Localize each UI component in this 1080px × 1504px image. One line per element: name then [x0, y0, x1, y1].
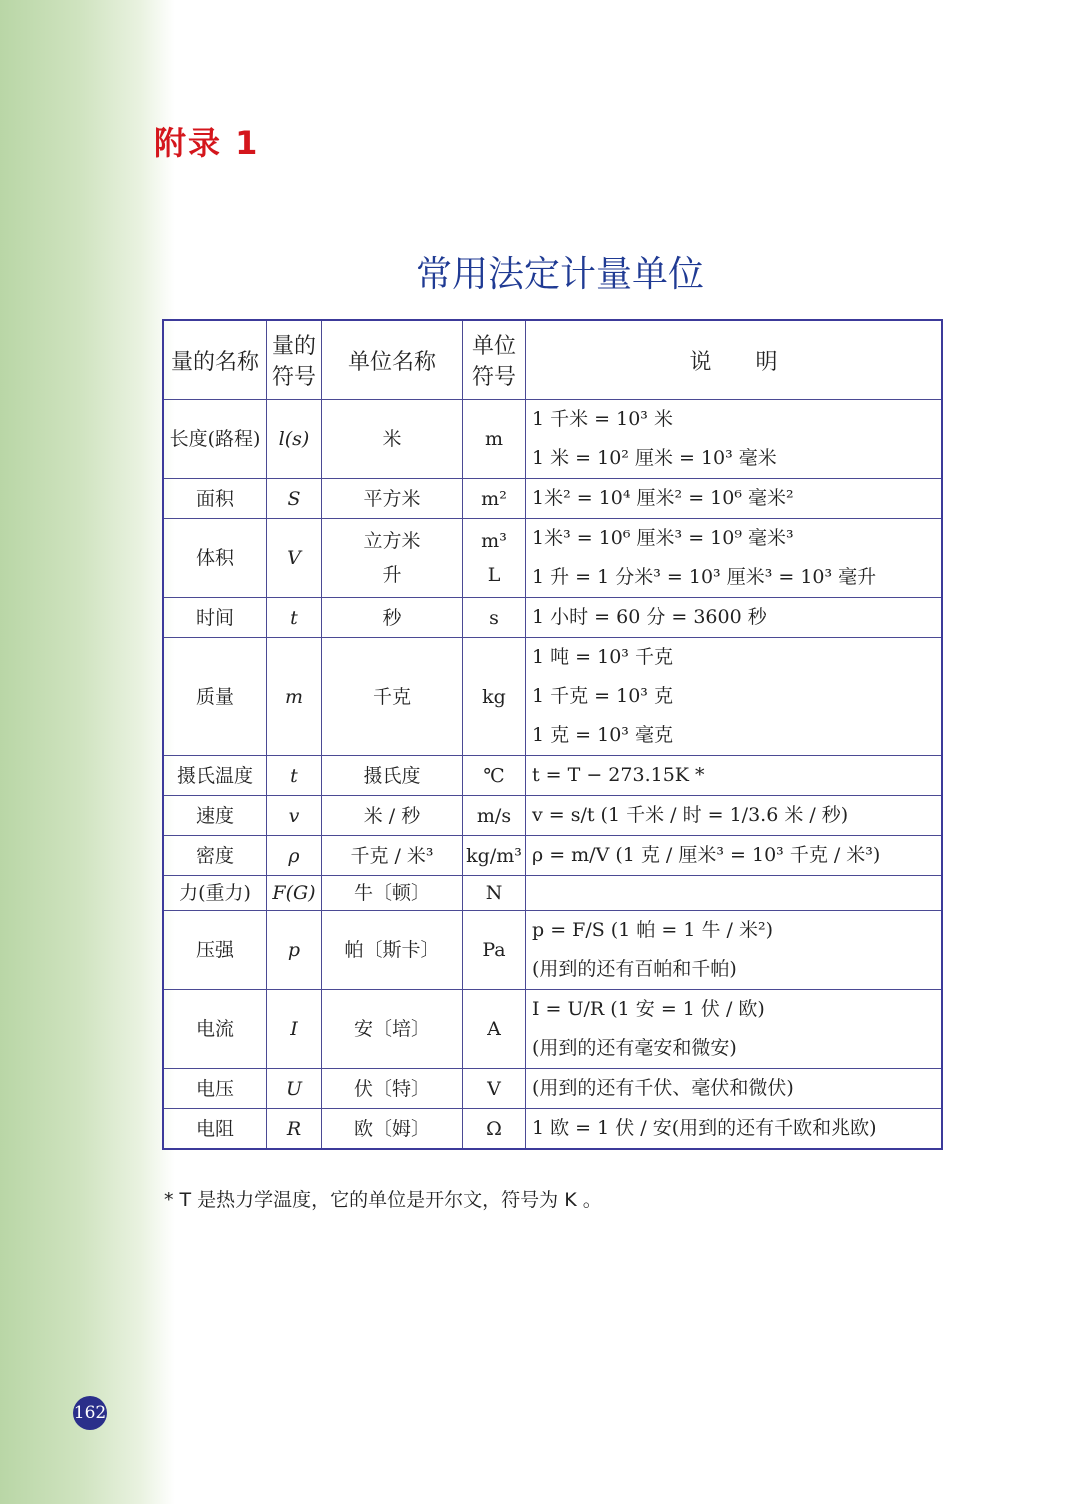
table-row: [163, 1109, 942, 1150]
unit-symbol: m³ L: [463, 519, 526, 598]
description-line: t = T − 273.15K *: [532, 764, 705, 786]
description-line: (用到的还有百帕和千帕): [532, 958, 737, 980]
quantity-name: 压强: [163, 911, 267, 990]
description: [526, 400, 943, 479]
description: [526, 836, 943, 876]
unit-symbol: m²: [463, 479, 526, 519]
table-row: [163, 796, 942, 836]
unit-name: 摄氏度: [322, 756, 463, 796]
quantity-symbol: ρ: [267, 836, 322, 876]
unit-symbol: A: [463, 990, 526, 1069]
unit-symbol: Pa: [463, 911, 526, 990]
description-line: 1 米 = 10² 厘米 = 10³ 毫米: [532, 447, 777, 469]
unit-symbol: V: [463, 1069, 526, 1109]
quantity-name: 体积: [163, 519, 267, 598]
unit-symbol: ℃: [463, 756, 526, 796]
unit-name: 安〔培〕: [322, 990, 463, 1069]
quantity-name: 力(重力): [163, 876, 267, 911]
unit-symbol: N: [463, 876, 526, 911]
quantity-name: 密度: [163, 836, 267, 876]
quantity-symbol: S: [267, 479, 322, 519]
unit-symbol: Ω: [463, 1109, 526, 1150]
description: [526, 796, 943, 836]
description-line: p = F/S (1 帕 = 1 牛 / 米²): [532, 919, 773, 941]
description: [526, 638, 943, 756]
description-line: I = U/R (1 安 = 1 伏 / 欧): [532, 998, 765, 1020]
description-line: (用到的还有毫安和微安): [532, 1037, 737, 1059]
description-line: v = s/t (1 千米 / 时 = 1/3.6 米 / 秒): [532, 804, 849, 826]
unit-name: 平方米: [322, 479, 463, 519]
description: [526, 1109, 943, 1150]
quantity-symbol: F(G): [267, 876, 322, 911]
unit-name: 米: [322, 400, 463, 479]
description: [526, 990, 943, 1069]
quantity-name: 时间: [163, 598, 267, 638]
unit-name: 秒: [322, 598, 463, 638]
table-row: [163, 638, 942, 756]
quantity-symbol: U: [267, 1069, 322, 1109]
description-line: 1 升 = 1 分米³ = 10³ 厘米³ = 10³ 毫升: [532, 566, 877, 588]
page-margin-strip: [0, 0, 175, 1504]
description-line: 1 千米 = 10³ 米: [532, 408, 673, 430]
description-line: 1 克 = 10³ 毫克: [532, 724, 673, 746]
table-row: [163, 1069, 942, 1109]
unit-symbol: kg: [463, 638, 526, 756]
description: [526, 876, 943, 911]
quantity-symbol: t: [267, 598, 322, 638]
description-line: ρ = m/V (1 克 / 厘米³ = 10³ 千克 / 米³): [532, 844, 881, 866]
table-row: [163, 990, 942, 1069]
description: [526, 911, 943, 990]
description-line: 1 吨 = 10³ 千克: [532, 646, 673, 668]
quantity-symbol: m: [267, 638, 322, 756]
table-row: [163, 598, 942, 638]
units-table: [162, 319, 943, 1150]
unit-name: 千克 / 米³: [322, 836, 463, 876]
unit-name: 千克: [322, 638, 463, 756]
appendix-label: 附录 1: [154, 124, 260, 162]
header-quantity-symbol: 量的符号: [267, 320, 322, 400]
quantity-name: 长度(路程): [163, 400, 267, 479]
header-quantity-name: 量的名称: [163, 320, 267, 400]
description-line: 1 欧 = 1 伏 / 安(用到的还有千欧和兆欧): [532, 1117, 877, 1139]
description: [526, 598, 943, 638]
quantity-symbol: V: [267, 519, 322, 598]
unit-name: 伏〔特〕: [322, 1069, 463, 1109]
quantity-symbol: p: [267, 911, 322, 990]
quantity-symbol: I: [267, 990, 322, 1069]
quantity-symbol: l(s): [267, 400, 322, 479]
description: [526, 519, 943, 598]
footnote: * T 是热力学温度，它的单位是开尔文，符号为 K 。: [164, 1189, 602, 1211]
description-line: (用到的还有千伏、毫伏和微伏): [532, 1077, 794, 1099]
description-line: 1 千克 = 10³ 克: [532, 685, 673, 707]
unit-name: 立方米 升: [322, 519, 463, 598]
table-row: [163, 400, 942, 479]
table-header: [163, 320, 942, 400]
quantity-name: 电压: [163, 1069, 267, 1109]
description: [526, 756, 943, 796]
unit-symbol: kg/m³: [463, 836, 526, 876]
table-row: [163, 911, 942, 990]
header-unit-name: 单位名称: [322, 320, 463, 400]
description-line: 1米³ = 10⁶ 厘米³ = 10⁹ 毫米³: [532, 527, 794, 549]
quantity-symbol: v: [267, 796, 322, 836]
quantity-name: 速度: [163, 796, 267, 836]
header-description: 说 明: [526, 320, 943, 400]
page-title: 常用法定计量单位: [415, 254, 704, 295]
description-line: 1 小时 = 60 分 = 3600 秒: [532, 606, 767, 628]
table-row: [163, 836, 942, 876]
unit-name: 欧〔姆〕: [322, 1109, 463, 1150]
header-unit-symbol: 单位符号: [463, 320, 526, 400]
description: [526, 1069, 943, 1109]
table-row: [163, 479, 942, 519]
description-line: 1米² = 10⁴ 厘米² = 10⁶ 毫米²: [532, 487, 794, 509]
quantity-name: 电阻: [163, 1109, 267, 1150]
page-number: 162: [73, 1396, 107, 1430]
unit-name: 牛〔顿〕: [322, 876, 463, 911]
quantity-name: 电流: [163, 990, 267, 1069]
table-row: [163, 519, 942, 598]
quantity-name: 摄氏温度: [163, 756, 267, 796]
unit-symbol: s: [463, 598, 526, 638]
unit-name: 帕〔斯卡〕: [322, 911, 463, 990]
unit-symbol: m: [463, 400, 526, 479]
description: [526, 479, 943, 519]
quantity-symbol: t: [267, 756, 322, 796]
table-row: [163, 876, 942, 911]
table-row: [163, 756, 942, 796]
unit-name: 米 / 秒: [322, 796, 463, 836]
quantity-name: 面积: [163, 479, 267, 519]
quantity-name: 质量: [163, 638, 267, 756]
quantity-symbol: R: [267, 1109, 322, 1150]
unit-symbol: m/s: [463, 796, 526, 836]
